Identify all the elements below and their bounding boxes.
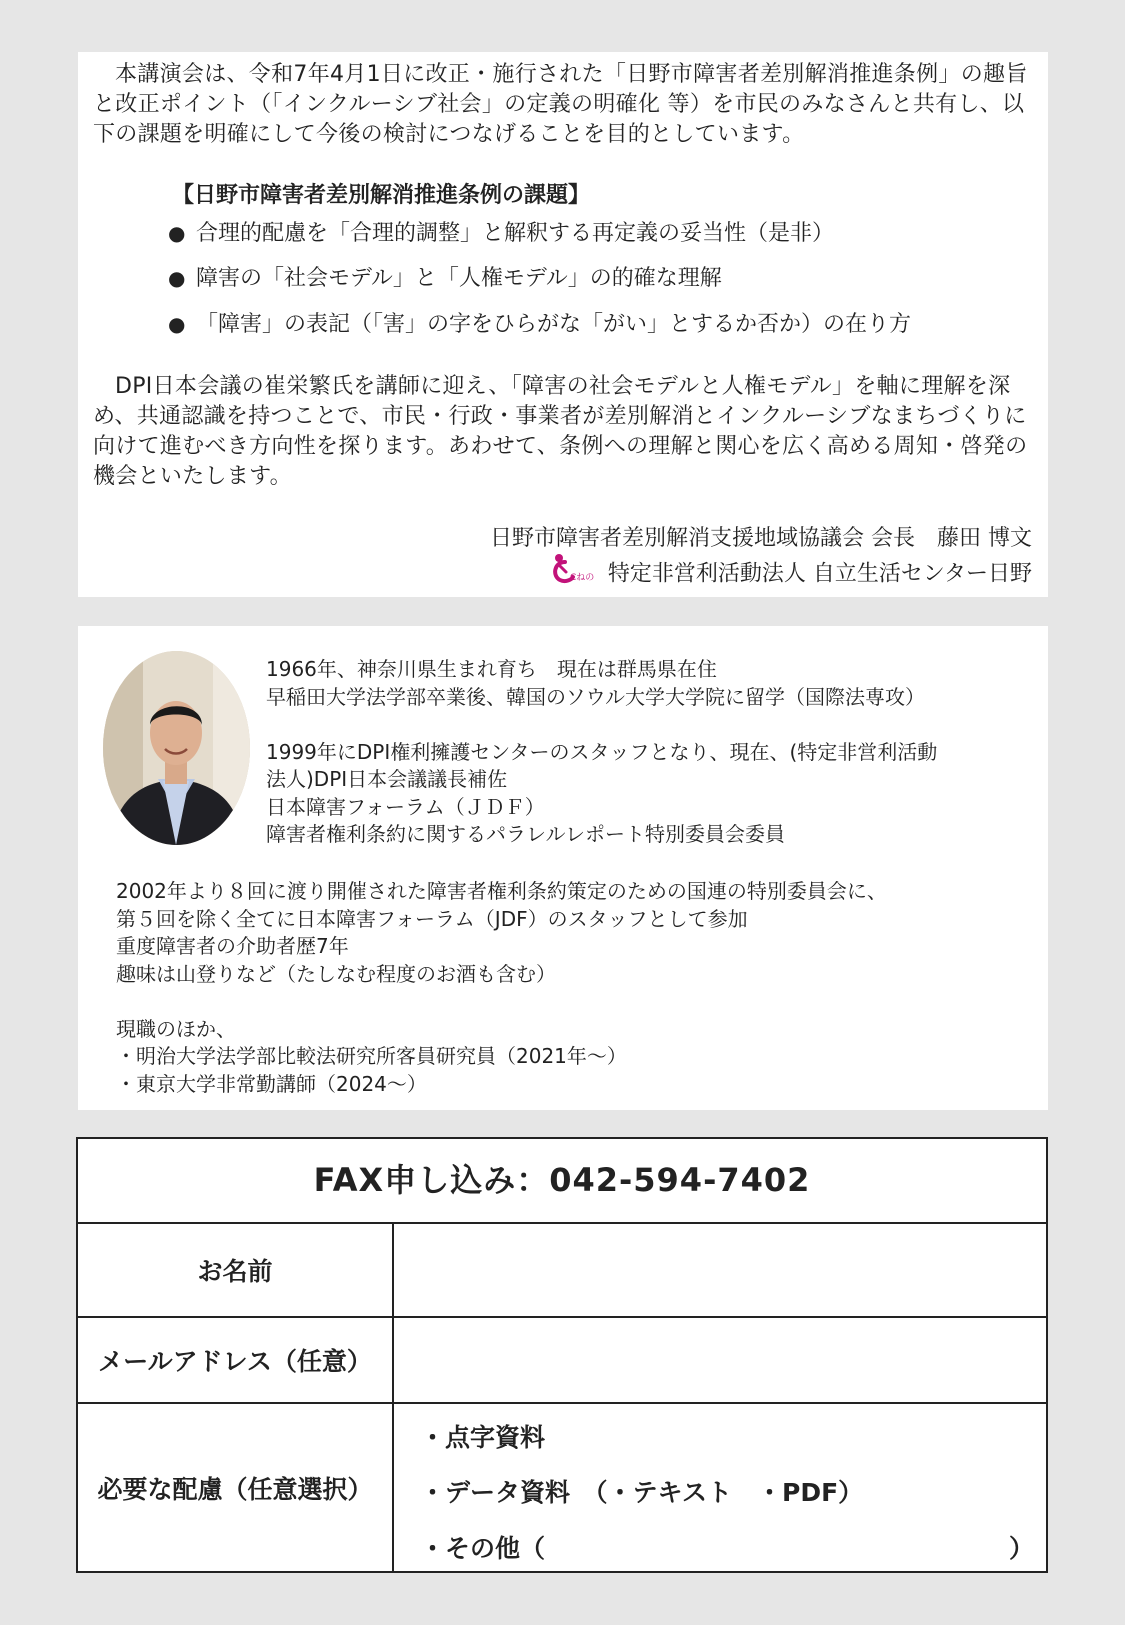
signature-organization [550, 554, 1032, 595]
option-other-close: ） [1008, 1534, 1034, 1563]
profile-line: 障害者権利条約に関するパラレルレポート特別委員会委員 [266, 822, 785, 846]
profile-line: 日本障害フォーラム（ＪＤＦ） [266, 794, 545, 819]
option-other[interactable] [420, 1529, 1034, 1565]
issue-text: 障害の「社会モデル」と「人権モデル」の的確な理解 [196, 266, 722, 291]
name-label: お名前 [78, 1224, 394, 1316]
bullet-icon: ● [168, 221, 186, 245]
profile-line-gap [116, 988, 1016, 1016]
cil-hino-logo [550, 552, 600, 593]
signature-chair: 日野市障害者差別解消支援地域協議会 会長 藤田 博文 [490, 526, 1032, 551]
accommodation-options [394, 1404, 1046, 1571]
issue-item [168, 309, 911, 340]
email-row [78, 1318, 1046, 1404]
profile-line: 現職のほか、 [116, 1016, 236, 1041]
issue-item [168, 263, 722, 294]
fax-number-title: FAX申し込み：042-594-7402 [78, 1139, 1046, 1224]
issue-item [168, 218, 834, 249]
bullet-icon: ● [168, 312, 186, 336]
profile-line: 1999年にDPI権利擁護センターのスタッフとなり、現在、(特定非営利活動 [266, 739, 938, 764]
profile-line: 1966年、神奈川県生まれ育ち 現在は群馬県在住 [266, 657, 717, 681]
issues-heading: 【日野市障害者差別解消推進条例の課題】 [172, 183, 591, 208]
bullet-icon: ● [168, 266, 186, 290]
profile-line: 法人)DPI日本会議議長補佐 [266, 767, 508, 791]
intro-paragraph: 本講演会は、令和7年4月1日に改正・施行された「日野市障害者差別解消推進条例」の趣旨と改正ポイント（「インクルーシブ社会」の定義の明確化 等）を市民のみなさんと共有し、以下の課題を明確にして今後の検討につなげることを目的としています。 [93, 62, 1028, 147]
speaker-profile-panel [78, 626, 1048, 1110]
profile-career [266, 656, 1036, 849]
profile-line: 趣味は山登りなど（たしなむ程度のお酒も含む） [116, 961, 556, 986]
accommodation-row [78, 1404, 1046, 1571]
profile-line: 早稲田大学法学部卒業後、韓国のソウル大学大学院に留学（国際法専攻） [266, 684, 925, 709]
profile-line: ・明治大学法学部比較法研究所客員研究員（2021年～） [116, 1044, 627, 1068]
issue-text: 「障害」の表記（「害」の字をひらがな「がい」とするか否か）の在り方 [196, 312, 912, 337]
profile-line: ・東京大学非常勤講師（2024～） [116, 1071, 427, 1096]
intro-panel [78, 52, 1048, 597]
profile-details [116, 878, 1016, 1098]
issue-text: 合理的配慮を「合理的調整」と解釈する再定義の妥当性（是非） [196, 221, 835, 246]
option-other-label: ・その他（ [420, 1534, 546, 1563]
option-data[interactable]: ・データ資料 （・テキスト ・PDF） [420, 1478, 864, 1507]
fax-application-form [76, 1137, 1048, 1573]
option-braille[interactable]: ・点字資料 [420, 1423, 546, 1452]
profile-line: 第５回を除く全てに日本障害フォーラム（JDF）のスタッフとして参加 [116, 906, 748, 931]
speaker-photo [103, 651, 250, 845]
name-row [78, 1224, 1046, 1318]
organization-name: 特定非営利活動法人 自立生活センター日野 [607, 561, 1032, 587]
profile-line: 2002年より８回に渡り開催された障害者権利条約策定のための国連の特別委員会に、 [116, 879, 887, 903]
intro-paragraph-2: DPI日本会議の崔栄繁氏を講師に迎え、「障害の社会モデルと人権モデル」を軸に理解を深め、共通認識を持つことで、市民・行政・事業者が差別解消とインクルーシブなまちづくりに向けて進むべき方向性を探ります。あわせて、条例への理解と関心を広く高める周知・啓発の機会といたします。 [93, 374, 1028, 489]
email-field[interactable] [394, 1318, 1046, 1402]
name-field[interactable] [394, 1224, 1046, 1316]
profile-line-gap [266, 711, 1036, 739]
email-label: メールアドレス（任意） [78, 1318, 394, 1402]
profile-line: 重度障害者の介助者歴7年 [116, 934, 349, 958]
accommodation-label: 必要な配慮（任意選択） [78, 1404, 394, 1571]
svg-text:Cねの: Cねの [569, 573, 595, 583]
